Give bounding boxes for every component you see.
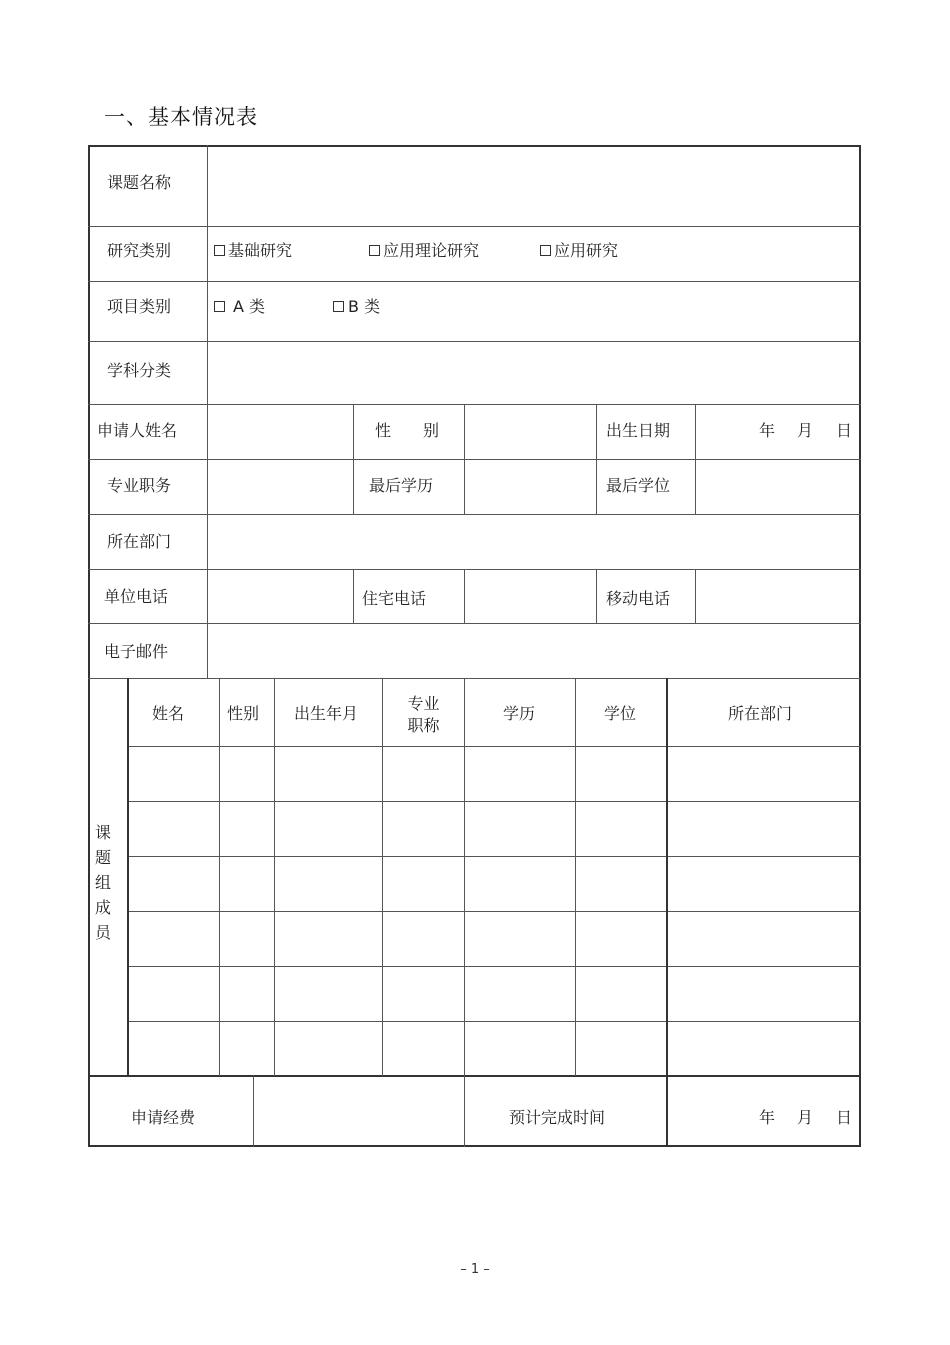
column-divider — [353, 404, 354, 514]
discipline-field[interactable] — [209, 343, 859, 404]
member-row[interactable] — [129, 1022, 860, 1075]
member-row[interactable] — [129, 912, 860, 966]
position-field[interactable] — [209, 461, 352, 514]
column-divider — [253, 1075, 254, 1147]
email-label: 电子邮件 — [104, 642, 169, 661]
applied-theory-option: 应用理论研究 — [383, 241, 480, 260]
mobile-phone-label: 移动电话 — [606, 589, 671, 608]
column-divider — [464, 1075, 465, 1147]
member-header-department: 所在部门 — [728, 704, 793, 723]
completion-day-unit: 日 — [836, 1108, 853, 1127]
basic-research-option: 基础研究 — [228, 241, 293, 260]
members-section-label — [93, 820, 113, 945]
row-divider — [88, 459, 861, 460]
row-divider — [88, 341, 861, 342]
members-label-char: 员 — [94, 923, 111, 942]
department-field[interactable] — [209, 516, 859, 569]
discipline-label: 学科分类 — [107, 361, 172, 380]
class-b-checkbox[interactable] — [333, 301, 344, 312]
member-header-title-line1: 专业 — [407, 694, 440, 713]
applicant-name-field[interactable] — [209, 406, 352, 459]
gender-field[interactable] — [466, 406, 595, 459]
member-row[interactable] — [129, 802, 860, 856]
member-header-degree: 学位 — [604, 704, 637, 723]
education-label: 最后学历 — [369, 476, 434, 495]
member-header-title-line2: 职称 — [407, 716, 440, 735]
column-divider — [596, 569, 597, 623]
page-title: 一、基本情况表 — [104, 105, 258, 129]
applied-research-option: 应用研究 — [554, 241, 619, 260]
member-header-gender: 性别 — [227, 704, 260, 723]
mobile-phone-field[interactable] — [697, 571, 859, 623]
row-divider — [88, 623, 861, 624]
column-divider — [596, 404, 597, 514]
email-field[interactable] — [209, 625, 859, 678]
topic-name-field[interactable] — [209, 147, 859, 226]
member-header-birth: 出生年月 — [294, 704, 359, 723]
gender-label: 性 别 — [375, 421, 440, 440]
column-divider — [353, 569, 354, 623]
completion-month-unit: 月 — [797, 1108, 814, 1127]
research-type-label: 研究类别 — [107, 241, 172, 260]
applied-research-checkbox[interactable] — [540, 245, 551, 256]
member-header-name: 姓名 — [152, 704, 185, 723]
class-a-option: A 类 — [233, 297, 266, 316]
member-header-education: 学历 — [503, 704, 536, 723]
work-phone-label: 单位电话 — [104, 587, 169, 606]
row-divider — [88, 678, 861, 679]
funding-field[interactable] — [255, 1077, 463, 1145]
birth-day-unit: 日 — [836, 421, 853, 440]
member-row[interactable] — [129, 857, 860, 911]
label-column-divider — [207, 145, 208, 679]
completion-year-unit: 年 — [759, 1108, 776, 1127]
members-label-char: 题 — [94, 848, 111, 867]
topic-name-label: 课题名称 — [107, 173, 172, 192]
project-type-label: 项目类别 — [107, 297, 172, 316]
birth-year-unit: 年 — [759, 421, 776, 440]
degree-field[interactable] — [697, 461, 859, 514]
basic-research-checkbox[interactable] — [214, 245, 225, 256]
member-header-title — [383, 693, 464, 737]
row-divider — [88, 226, 861, 227]
applicant-name-label: 申请人姓名 — [97, 421, 178, 440]
home-phone-field[interactable] — [466, 571, 595, 623]
work-phone-field[interactable] — [209, 571, 352, 623]
home-phone-label: 住宅电话 — [362, 589, 427, 608]
completion-time-label: 预计完成时间 — [509, 1108, 606, 1127]
column-divider — [464, 569, 465, 623]
department-label: 所在部门 — [107, 532, 172, 551]
birth-month-unit: 月 — [797, 421, 814, 440]
column-divider — [695, 569, 696, 623]
row-divider — [88, 569, 861, 570]
class-b-option: B 类 — [348, 297, 381, 316]
applied-theory-checkbox[interactable] — [369, 245, 380, 256]
members-label-char: 成 — [94, 898, 111, 917]
column-divider — [464, 404, 465, 514]
member-row[interactable] — [129, 967, 860, 1021]
position-label: 专业职务 — [107, 476, 172, 495]
column-divider — [695, 404, 696, 514]
class-a-checkbox[interactable] — [214, 301, 225, 312]
birth-date-field[interactable] — [697, 406, 859, 459]
members-label-char: 组 — [94, 873, 111, 892]
page-number: – 1 – — [460, 1262, 490, 1277]
members-label-char: 课 — [94, 823, 111, 842]
education-field[interactable] — [466, 461, 595, 514]
member-row[interactable] — [129, 747, 860, 801]
birth-date-label: 出生日期 — [606, 421, 671, 440]
row-divider — [88, 514, 861, 515]
funding-label: 申请经费 — [131, 1108, 196, 1127]
row-divider — [88, 404, 861, 405]
row-divider — [88, 281, 861, 282]
degree-label: 最后学位 — [606, 476, 671, 495]
